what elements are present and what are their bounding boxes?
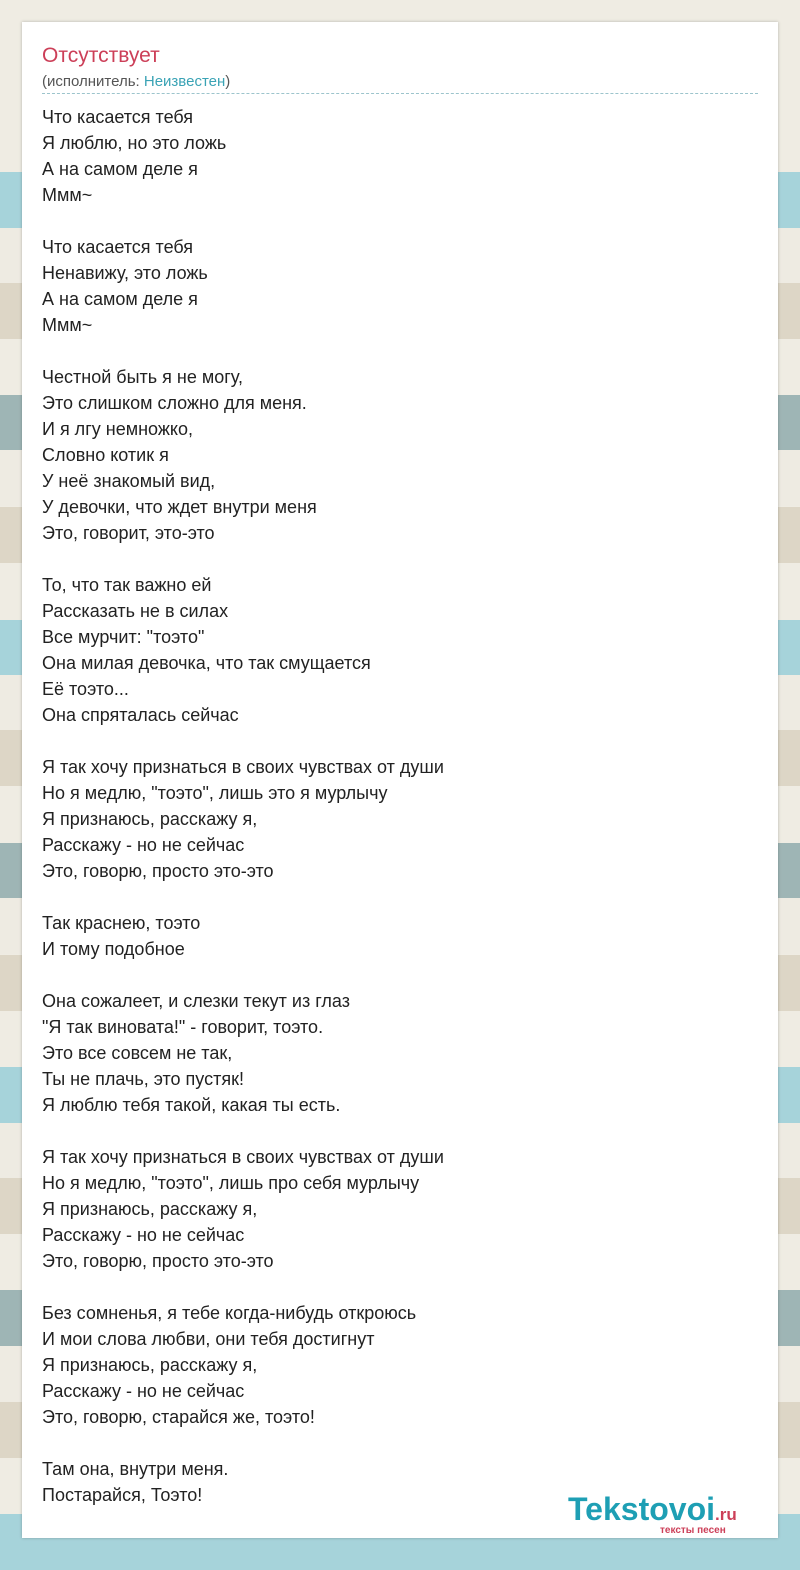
lyric-line: Это, говорит, это-это (42, 523, 215, 543)
stanza-gap (42, 546, 444, 572)
lyric-line: Так краснею, тоэто (42, 913, 201, 933)
lyric-line: Я так хочу признаться в своих чувствах от души (42, 757, 444, 777)
stanza-gap (42, 962, 444, 988)
lyric-line: Ненавижу, это ложь (42, 263, 208, 283)
title-divider (42, 93, 758, 94)
lyrics-card (22, 22, 778, 1538)
stanza-gap (42, 1118, 444, 1144)
lyric-line: Её тоэто... (42, 679, 129, 699)
logo-tld: .ru (715, 1505, 737, 1524)
lyric-line: Но я медлю, "тоэто", лишь про себя мурлычу (42, 1173, 420, 1193)
lyric-line: Она милая девочка, что так смущается (42, 653, 371, 673)
lyric-line: Я признаюсь, расскажу я, (42, 809, 258, 829)
tekstovoi-logo[interactable] (568, 1492, 778, 1538)
artist-line (42, 72, 230, 92)
lyric-line: Но я медлю, "тоэто", лишь это я мурлычу (42, 783, 388, 803)
lyric-line: Ммм~ (42, 315, 93, 335)
lyric-line: Расскажу - но не сейчас (42, 1381, 245, 1401)
song-title: Отсутствует (42, 44, 160, 67)
lyric-line: И я лгу немножко, (42, 419, 193, 439)
lyric-line: И мои слова любви, они тебя достигнут (42, 1329, 375, 1349)
lyric-line: Это, говорю, просто это-это (42, 1251, 274, 1271)
lyric-line: Она сожалеет, и слезки текут из глаз (42, 991, 350, 1011)
lyric-line: Я так хочу признаться в своих чувствах от души (42, 1147, 444, 1167)
lyric-line: "Я так виновата!" - говорит, тоэто. (42, 1017, 324, 1037)
lyric-line: Ммм~ (42, 185, 93, 205)
stanza-gap (42, 338, 444, 364)
lyric-line: Расскажу - но не сейчас (42, 1225, 245, 1245)
lyric-line: Я признаюсь, расскажу я, (42, 1355, 258, 1375)
lyric-line: А на самом деле я (42, 159, 198, 179)
stanza-gap (42, 208, 444, 234)
stanza-gap (42, 728, 444, 754)
lyric-line: Я люблю тебя такой, какая ты есть. (42, 1095, 341, 1115)
lyric-line: То, что так важно ей (42, 575, 212, 595)
stanza-gap (42, 884, 444, 910)
lyric-line: У девочки, что ждет внутри меня (42, 497, 317, 517)
logo-name: Tekstovoi (568, 1491, 715, 1527)
lyric-line: Это слишком сложно для меня. (42, 393, 307, 413)
logo-tagline: тексты песен (660, 1525, 726, 1536)
lyric-line: Все мурчит: "тоэто" (42, 627, 205, 647)
lyrics-text (42, 104, 444, 1508)
lyric-line: И тому подобное (42, 939, 185, 959)
lyric-line: Ты не плачь, это пустяк! (42, 1069, 244, 1089)
lyric-line: Это, говорю, просто это-это (42, 861, 274, 881)
lyric-line: Словно котик я (42, 445, 169, 465)
lyric-line: Там она, внутри меня. (42, 1459, 229, 1479)
lyric-line: Что касается тебя (42, 107, 194, 127)
stanza-gap (42, 1274, 444, 1300)
lyric-line: Честной быть я не могу, (42, 367, 243, 387)
lyric-line: Расскажу - но не сейчас (42, 835, 245, 855)
lyric-line: Рассказать не в силах (42, 601, 229, 621)
lyric-line: Я люблю, но это ложь (42, 133, 227, 153)
lyric-line: А на самом деле я (42, 289, 198, 309)
lyric-line: Это все совсем не так, (42, 1043, 233, 1063)
lyric-line: У неё знакомый вид, (42, 471, 216, 491)
artist-suffix: ) (225, 73, 231, 90)
lyric-line: Без сомненья, я тебе когда-нибудь откроюсь (42, 1303, 417, 1323)
artist-link[interactable]: Неизвестен (143, 73, 226, 90)
lyric-line: Постарайся, Тоэто! (42, 1485, 203, 1505)
lyric-line: Это, говорю, старайся же, тоэто! (42, 1407, 315, 1427)
lyric-line: Она спряталась сейчас (42, 705, 239, 725)
lyric-line: Что касается тебя (42, 237, 194, 257)
stanza-gap (42, 1430, 444, 1456)
artist-prefix: (исполнитель: (42, 73, 144, 90)
lyric-line: Я признаюсь, расскажу я, (42, 1199, 258, 1219)
